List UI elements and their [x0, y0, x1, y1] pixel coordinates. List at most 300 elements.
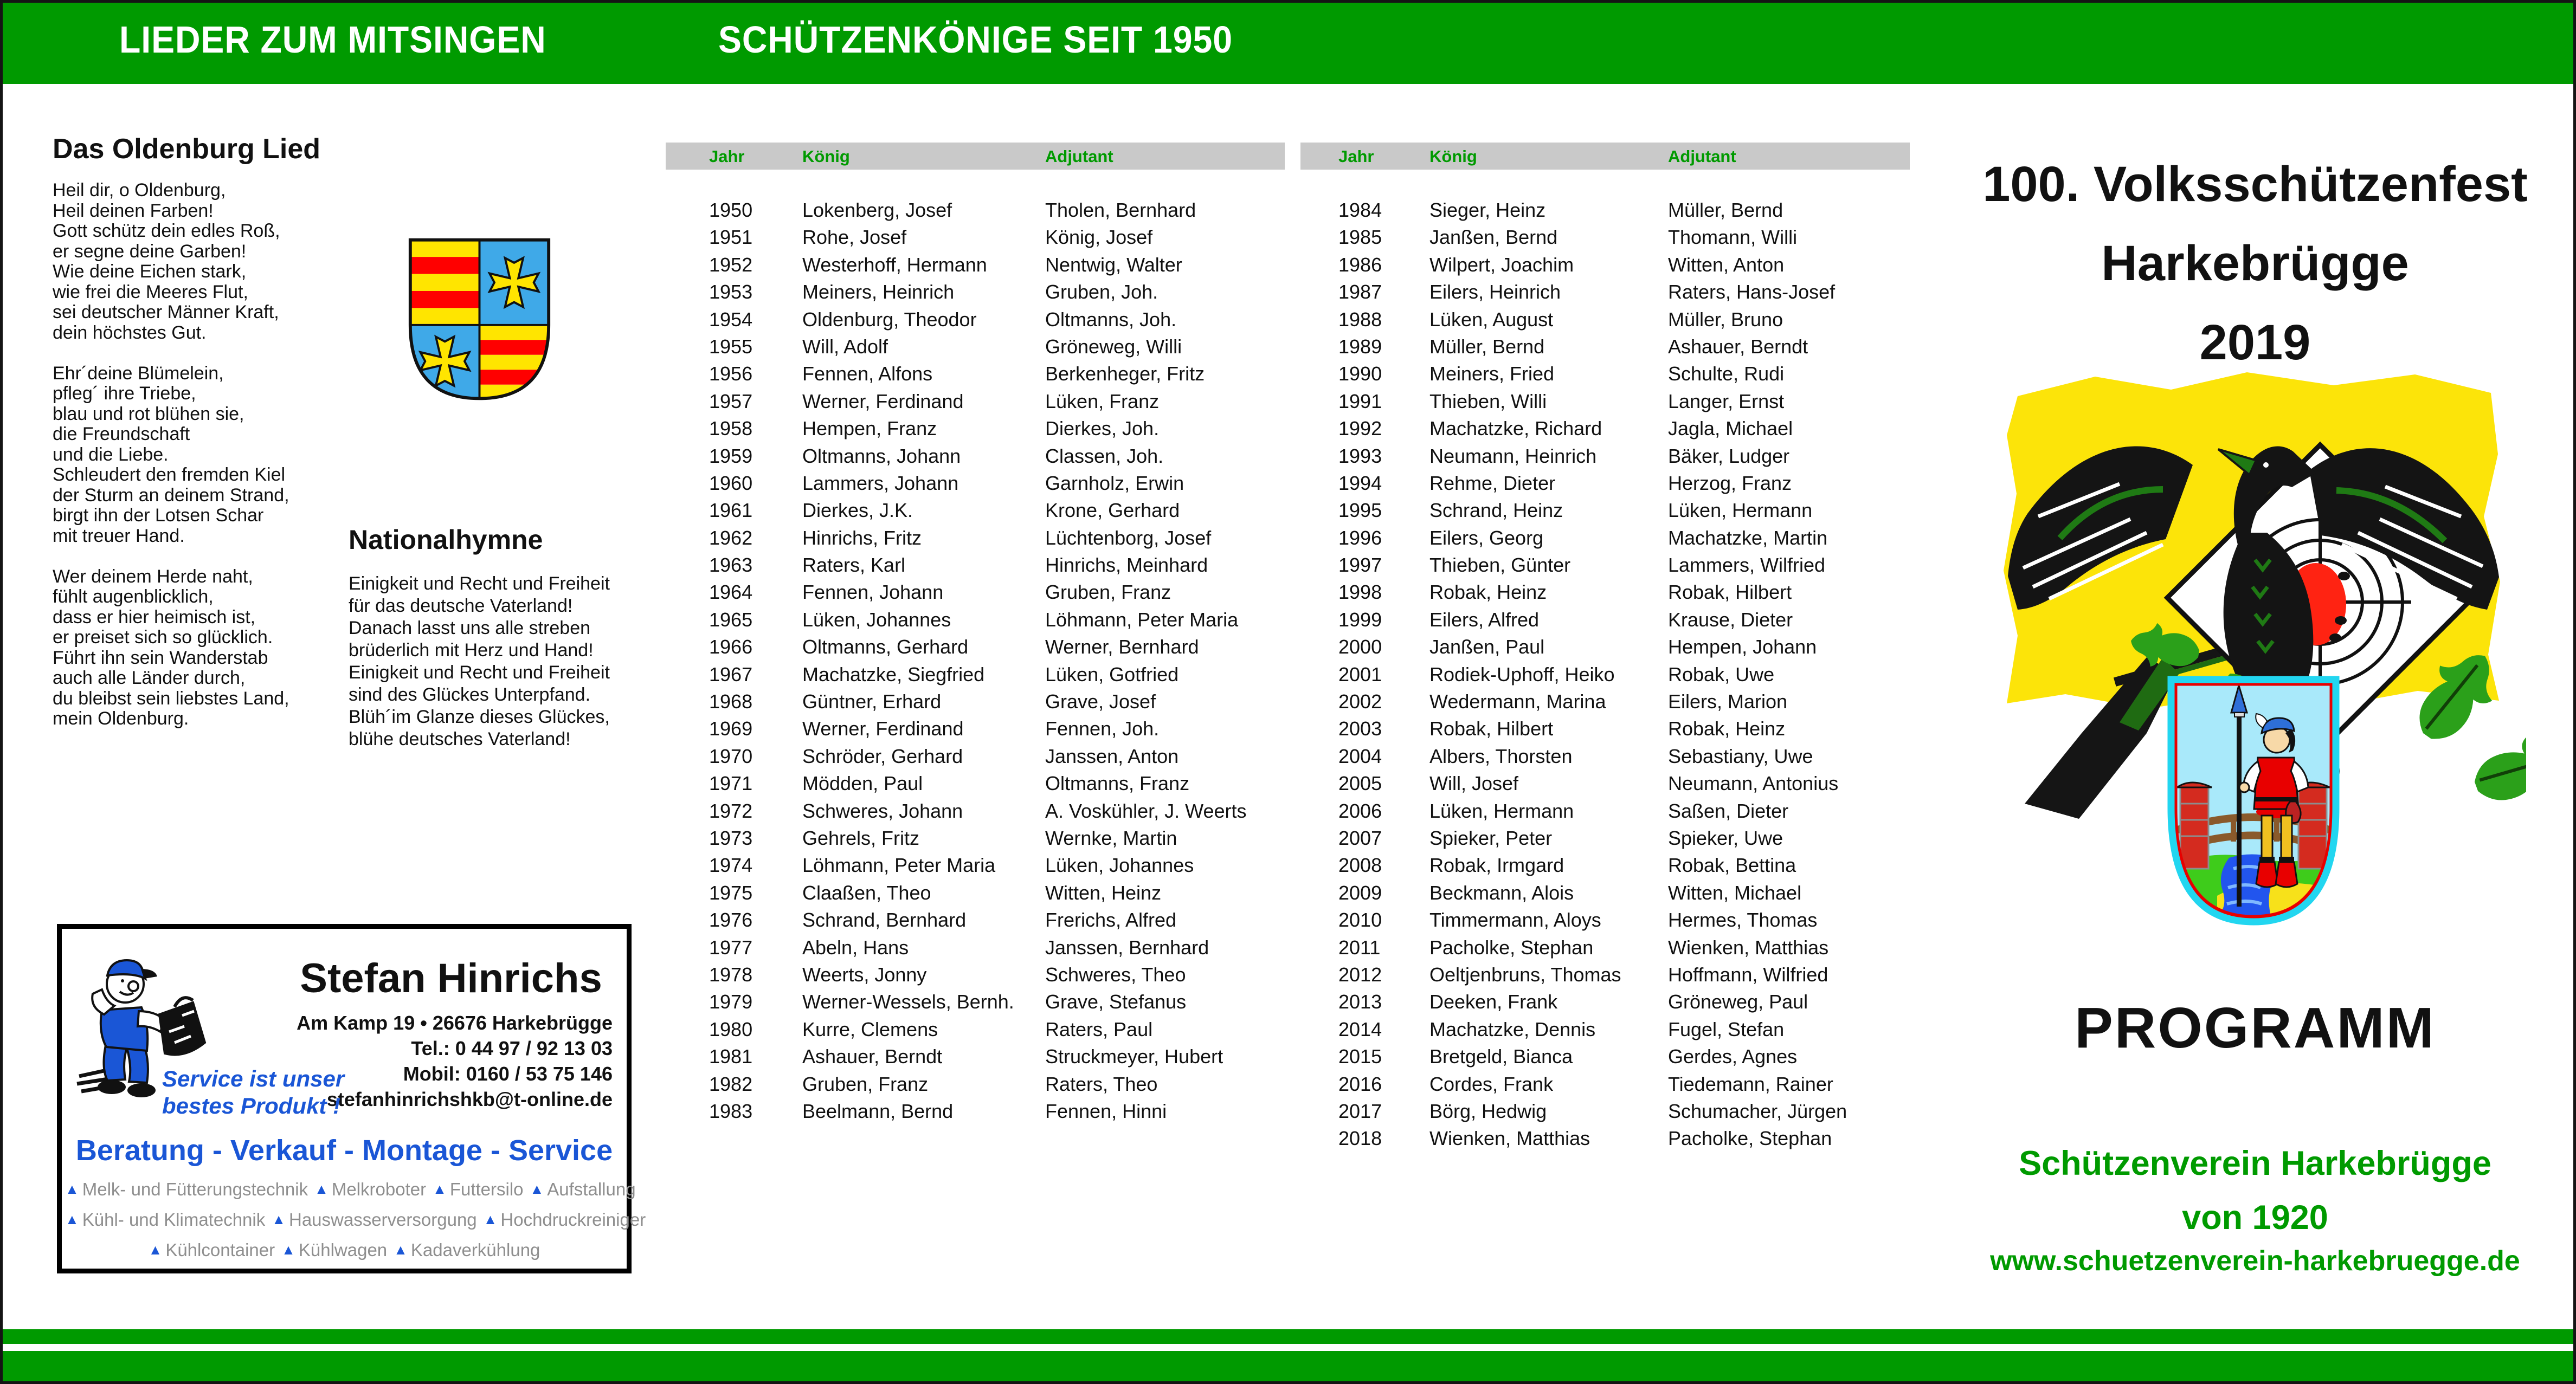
cell-adjutant: Lüchtenborg, Josef	[1045, 526, 1212, 549]
cell-adjutant: Lammers, Wilfried	[1668, 554, 1826, 577]
cell-king: Schröder, Gerhard	[802, 745, 963, 767]
table-row	[1300, 254, 1910, 281]
cell-king: Mödden, Paul	[802, 772, 923, 795]
cell-year: 1996	[1338, 526, 1382, 549]
cell-year: 1982	[709, 1072, 753, 1095]
triangle-icon: ▲	[65, 1211, 79, 1227]
table-row	[1300, 445, 1910, 472]
table-row	[666, 417, 1285, 444]
triangle-icon: ▲	[530, 1181, 544, 1197]
service-item: ▲ Aufstallung	[530, 1179, 636, 1199]
cell-adjutant: Hempen, Johann	[1668, 636, 1817, 658]
cell-king: Rehme, Dieter	[1429, 471, 1556, 494]
song-line: mein Oldenburg.	[53, 708, 189, 729]
cell-king: Lüken, Johannes	[802, 608, 951, 631]
song-line: pfleg´ ihre Triebe,	[53, 383, 196, 404]
cell-adjutant: Raters, Hans-Josef	[1668, 281, 1836, 303]
song-line: fühlt augenblicklich,	[53, 586, 214, 607]
cell-king: Abeln, Hans	[802, 936, 909, 959]
cell-year: 1960	[709, 471, 753, 494]
cell-adjutant: Müller, Bruno	[1668, 308, 1783, 331]
cell-king: Wienken, Matthias	[1429, 1127, 1590, 1150]
table-row	[666, 909, 1285, 936]
cell-year: 1998	[1338, 581, 1382, 604]
cell-king: Eilers, Heinrich	[1429, 281, 1561, 303]
song-line: du bleibst sein liebstes Land,	[53, 688, 289, 709]
cell-year: 2015	[1338, 1045, 1382, 1068]
table-row	[666, 335, 1285, 363]
table-row	[666, 581, 1285, 608]
cell-adjutant: Struckmeyer, Hubert	[1045, 1045, 1223, 1068]
anthem-lyrics	[349, 573, 610, 751]
table-row	[666, 199, 1285, 226]
cell-adjutant: Gröneweg, Willi	[1045, 335, 1182, 358]
cell-king: Robak, Irmgard	[1429, 854, 1564, 877]
club-emblem-icon	[1984, 354, 2526, 942]
cell-adjutant: Schulte, Rudi	[1668, 363, 1785, 385]
song-line: die Freundschaft	[53, 424, 190, 444]
anthem-line: für das deutsche Vaterland!	[349, 596, 573, 616]
cell-year: 1964	[709, 581, 753, 604]
cell-king: Janßen, Paul	[1429, 636, 1545, 658]
cell-king: Lokenberg, Josef	[802, 199, 952, 221]
anthem-line: sind des Glückes Unterpfand.	[349, 684, 591, 705]
cell-year: 2003	[1338, 717, 1382, 740]
cell-king: Robak, Heinz	[1429, 581, 1547, 604]
song-lyrics	[53, 180, 289, 729]
cell-adjutant: Schweres, Theo	[1045, 963, 1186, 986]
song-line: Ehr´deine Blümelein,	[53, 363, 224, 384]
sponsor-name: Stefan Hinrichs	[300, 955, 602, 1001]
cell-year: 2018	[1338, 1127, 1382, 1150]
cell-adjutant: Nentwig, Walter	[1045, 253, 1182, 276]
cell-king: Ashauer, Berndt	[802, 1045, 943, 1068]
club-name	[1943, 1136, 2567, 1245]
table-row	[666, 854, 1285, 881]
table-row	[1300, 390, 1910, 417]
cell-year: 2004	[1338, 745, 1382, 767]
service-item: ▲ Kühl- und Klimatechnik	[65, 1210, 266, 1230]
table-row	[666, 527, 1285, 554]
cell-king: Will, Adolf	[802, 335, 888, 358]
cell-year: 1978	[709, 963, 753, 986]
cell-year: 1994	[1338, 471, 1382, 494]
cell-king: Rohe, Josef	[802, 226, 907, 249]
song-line: wie frei die Meeres Flut,	[53, 281, 248, 302]
cell-year: 2013	[1338, 991, 1382, 1013]
cell-adjutant: Garnholz, Erwin	[1045, 471, 1184, 494]
cell-king: Neumann, Heinrich	[1429, 444, 1597, 467]
table-row	[1300, 335, 1910, 363]
service-item: ▲ Hauswasserversorgung	[272, 1210, 477, 1230]
cell-adjutant: Jagla, Michael	[1668, 417, 1793, 440]
cell-king: Machatzke, Dennis	[1429, 1018, 1596, 1040]
table-row	[666, 499, 1285, 526]
cell-king: Albers, Thorsten	[1429, 745, 1573, 767]
anthem-line: Einigkeit und Recht und Freiheit	[349, 662, 610, 683]
cell-king: Oltmanns, Gerhard	[802, 636, 969, 658]
column-header-king: König	[1429, 147, 1477, 166]
table-row	[1300, 909, 1910, 936]
triangle-icon: ▲	[65, 1181, 79, 1197]
cell-adjutant: König, Josef	[1045, 226, 1153, 249]
triangle-icon: ▲	[433, 1181, 447, 1197]
cell-year: 1983	[709, 1100, 753, 1122]
cell-adjutant: Krone, Gerhard	[1045, 499, 1180, 522]
cell-adjutant: Saßen, Dieter	[1668, 799, 1789, 822]
event-title-line2: Harkebrügge	[2101, 236, 2409, 291]
cell-year: 1989	[1338, 335, 1382, 358]
song-line: dein höchstes Gut.	[53, 322, 207, 343]
event-title-line3: 2019	[2199, 315, 2311, 370]
table-row	[666, 390, 1285, 417]
cell-king: Gehrels, Fritz	[802, 826, 920, 849]
cell-year: 1971	[709, 772, 753, 795]
cell-year: 1957	[709, 390, 753, 412]
triangle-icon: ▲	[281, 1241, 295, 1258]
cell-king: Fennen, Johann	[802, 581, 944, 604]
cell-year: 1968	[709, 690, 753, 713]
cell-king: Werner-Wessels, Bernh.	[802, 991, 1014, 1013]
table-row	[666, 226, 1285, 253]
service-item: ▲ Futtersilo	[433, 1179, 524, 1199]
cell-adjutant: Machatzke, Martin	[1668, 526, 1828, 549]
table-row	[666, 308, 1285, 335]
sponsor-address: Am Kamp 19 • 26676 Harkebrügge	[297, 1012, 613, 1034]
table-row	[1300, 527, 1910, 554]
table-row	[1300, 636, 1910, 663]
cell-king: Thieben, Günter	[1429, 554, 1571, 577]
table-row	[1300, 472, 1910, 499]
cell-year: 1984	[1338, 199, 1382, 221]
song-line: er preiset sich so glücklich.	[53, 627, 273, 648]
service-item: ▲ Kühlcontainer	[148, 1240, 275, 1260]
cell-adjutant: Witten, Heinz	[1045, 881, 1162, 904]
cell-king: Sieger, Heinz	[1429, 199, 1546, 221]
bottom-stripe-thin	[3, 1329, 2573, 1344]
cell-king: Schrand, Bernhard	[802, 909, 967, 932]
song-line: Heil dir, o Oldenburg,	[53, 180, 226, 201]
sponsor-phone: Tel.: 0 44 97 / 92 13 03	[411, 1037, 613, 1059]
cell-adjutant: Tholen, Bernhard	[1045, 199, 1196, 221]
cell-adjutant: Sebastiany, Uwe	[1668, 745, 1813, 767]
cell-adjutant: Robak, Bettina	[1668, 854, 1796, 877]
cell-adjutant: Lüken, Johannes	[1045, 854, 1194, 877]
column-header-king: König	[802, 147, 850, 166]
cell-year: 1977	[709, 936, 753, 959]
cell-year: 2006	[1338, 799, 1382, 822]
cell-year: 1999	[1338, 608, 1382, 631]
cell-year: 1997	[1338, 554, 1382, 577]
cell-adjutant: Spieker, Uwe	[1668, 826, 1783, 849]
song-line: mit treuer Hand.	[53, 525, 185, 546]
cell-adjutant: Löhmann, Peter Maria	[1045, 608, 1239, 631]
cell-year: 1990	[1338, 363, 1382, 385]
cell-adjutant: Werner, Bernhard	[1045, 636, 1199, 658]
cell-year: 1961	[709, 499, 753, 522]
table-row	[666, 1045, 1285, 1072]
cell-year: 2016	[1338, 1072, 1382, 1095]
cell-king: Löhmann, Peter Maria	[802, 854, 996, 877]
table-row	[1300, 199, 1910, 226]
service-item: ▲ Hochdruckreiniger	[483, 1210, 646, 1230]
cell-adjutant: Eilers, Marion	[1668, 690, 1788, 713]
column-header-adjutant: Adjutant	[1668, 147, 1736, 166]
sponsor-email: stefanhinrichshkb@t-online.de	[326, 1088, 613, 1110]
cell-year: 2012	[1338, 963, 1382, 986]
table-row	[666, 745, 1285, 772]
song-line: Heil deinen Farben!	[53, 200, 214, 221]
cell-adjutant: Ashauer, Berndt	[1668, 335, 1808, 358]
cell-year: 1975	[709, 881, 753, 904]
table-row	[666, 281, 1285, 308]
cell-year: 1962	[709, 526, 753, 549]
cell-adjutant: Tiedemann, Rainer	[1668, 1072, 1833, 1095]
anthem-line: Blüh´im Glanze dieses Glückes,	[349, 707, 610, 727]
top-banner	[3, 3, 2573, 84]
cell-adjutant: Schumacher, Jürgen	[1668, 1100, 1847, 1122]
cell-adjutant: A. Voskühler, J. Weerts	[1045, 799, 1247, 822]
cell-king: Eilers, Georg	[1429, 526, 1544, 549]
cell-king: Janßen, Bernd	[1429, 226, 1558, 249]
column-header-adjutant: Adjutant	[1045, 147, 1113, 166]
song-line: Wie deine Eichen stark,	[53, 261, 247, 282]
table-row	[1300, 609, 1910, 636]
cell-year: 2001	[1338, 663, 1382, 685]
sponsor-mobile: Mobil: 0160 / 53 75 146	[403, 1063, 613, 1085]
table-row	[1300, 991, 1910, 1018]
sponsor-services-row-1	[62, 1179, 636, 1200]
triangle-icon: ▲	[314, 1181, 329, 1197]
table-row	[1300, 963, 1910, 991]
cell-king: Raters, Karl	[802, 554, 906, 577]
table-row	[666, 717, 1285, 745]
table-row	[666, 827, 1285, 854]
kings-table-2-rows	[1300, 199, 1910, 1155]
table-row	[1300, 827, 1910, 854]
cell-king: Beckmann, Alois	[1429, 881, 1574, 904]
cell-king: Güntner, Erhard	[802, 690, 942, 713]
table-row	[666, 254, 1285, 281]
table-row	[666, 663, 1285, 690]
cell-year: 1970	[709, 745, 753, 767]
cell-adjutant: Bäker, Ludger	[1668, 444, 1790, 467]
song-line: und die Liebe.	[53, 444, 169, 465]
cell-king: Börg, Hedwig	[1429, 1100, 1547, 1122]
table-row	[1300, 854, 1910, 881]
cell-year: 1952	[709, 253, 753, 276]
event-title	[1970, 145, 2540, 382]
triangle-icon: ▲	[483, 1211, 498, 1227]
table-row	[666, 690, 1285, 717]
cell-king: Cordes, Frank	[1429, 1072, 1554, 1095]
cell-king: Müller, Bernd	[1429, 335, 1545, 358]
sponsor-services-headline: Beratung - Verkauf - Montage - Service	[75, 1134, 613, 1167]
cell-year: 1980	[709, 1018, 753, 1040]
sponsor-services-row-3	[62, 1240, 627, 1260]
cell-king: Dierkes, J.K.	[802, 499, 913, 522]
cell-year: 1958	[709, 417, 753, 440]
table-row	[1300, 308, 1910, 335]
cell-adjutant: Oltmanns, Franz	[1045, 772, 1190, 795]
cell-year: 1973	[709, 826, 753, 849]
cell-king: Meiners, Heinrich	[802, 281, 955, 303]
song-line: blau und rot blühen sie,	[53, 403, 244, 424]
cell-king: Bretgeld, Bianca	[1429, 1045, 1573, 1068]
cell-year: 2010	[1338, 909, 1382, 932]
cell-year: 1966	[709, 636, 753, 658]
service-item: ▲ Kadaverkühlung	[394, 1240, 540, 1260]
cell-adjutant: Wienken, Matthias	[1668, 936, 1829, 959]
cell-year: 2009	[1338, 881, 1382, 904]
anthem-line: Danach lasst uns alle streben	[349, 618, 591, 638]
table-row	[666, 363, 1285, 390]
cell-adjutant: Langer, Ernst	[1668, 390, 1785, 412]
cell-adjutant: Robak, Hilbert	[1668, 581, 1792, 604]
anthem-line: Einigkeit und Recht und Freiheit	[349, 573, 610, 594]
cell-king: Timmermann, Aloys	[1429, 909, 1601, 932]
cell-year: 1967	[709, 663, 753, 685]
cell-king: Weerts, Jonny	[802, 963, 927, 986]
service-item: ▲ Kühlwagen	[281, 1240, 388, 1260]
cell-king: Hinrichs, Fritz	[802, 526, 922, 549]
cell-adjutant: Gruben, Joh.	[1045, 281, 1158, 303]
song-line	[53, 343, 289, 364]
cell-year: 1950	[709, 199, 753, 221]
table-row	[1300, 717, 1910, 745]
cell-adjutant: Robak, Uwe	[1668, 663, 1775, 685]
sponsor-services-row-2	[62, 1210, 646, 1230]
cell-adjutant: Witten, Anton	[1668, 253, 1785, 276]
cell-year: 1969	[709, 717, 753, 740]
cell-king: Rodiek-Uphoff, Heiko	[1429, 663, 1615, 685]
table-row	[1300, 690, 1910, 717]
cell-adjutant: Lüken, Hermann	[1668, 499, 1813, 522]
table-row	[1300, 1045, 1910, 1072]
cell-year: 1956	[709, 363, 753, 385]
table-row	[666, 800, 1285, 827]
cell-king: Kurre, Clemens	[802, 1018, 938, 1040]
song-line: Führt ihn sein Wanderstab	[53, 647, 268, 668]
table-row	[666, 991, 1285, 1018]
table-row	[1300, 800, 1910, 827]
cell-king: Robak, Hilbert	[1429, 717, 1554, 740]
column-header-year: Jahr	[1338, 147, 1374, 166]
cell-adjutant: Robak, Heinz	[1668, 717, 1786, 740]
anthem-line: blühe deutsches Vaterland!	[349, 729, 571, 749]
triangle-icon: ▲	[394, 1241, 408, 1258]
cell-year: 1954	[709, 308, 753, 331]
triangle-icon: ▲	[272, 1211, 286, 1227]
cell-adjutant: Berkenheger, Fritz	[1045, 363, 1205, 385]
cell-adjutant: Lüken, Franz	[1045, 390, 1160, 412]
table-row	[1300, 936, 1910, 963]
table-row	[1300, 772, 1910, 799]
cell-king: Pacholke, Stephan	[1429, 936, 1594, 959]
banner-right-title: SCHÜTZENKÖNIGE SEIT 1950	[718, 18, 1233, 61]
sponsor-ad-box	[57, 924, 646, 1273]
column-header-year: Jahr	[709, 147, 745, 166]
cell-king: Gruben, Franz	[802, 1072, 929, 1095]
table-row	[666, 963, 1285, 991]
table-row	[1300, 745, 1910, 772]
club-website: www.schuetzenverein-harkebruegge.de	[1990, 1245, 2520, 1277]
cell-king: Beelmann, Bernd	[802, 1100, 954, 1122]
table-row	[1300, 581, 1910, 608]
cell-year: 1995	[1338, 499, 1382, 522]
song-line: birgt ihn der Lotsen Schar	[53, 505, 264, 526]
cell-king: Westerhoff, Hermann	[802, 253, 987, 276]
cell-year: 1987	[1338, 281, 1382, 303]
cell-king: Oltmanns, Johann	[802, 444, 961, 467]
cell-adjutant: Herzog, Franz	[1668, 471, 1792, 494]
song-line: Wer deinem Herde naht,	[53, 566, 253, 587]
program-heading: PROGRAMM	[2075, 996, 2436, 1060]
cell-year: 1965	[709, 608, 753, 631]
cell-year: 2002	[1338, 690, 1382, 713]
cell-year: 1986	[1338, 253, 1382, 276]
cell-adjutant: Hinrichs, Meinhard	[1045, 554, 1208, 577]
cell-year: 2007	[1338, 826, 1382, 849]
kings-table-1-rows	[666, 199, 1285, 1127]
cell-king: Oldenburg, Theodor	[802, 308, 977, 331]
kings-table-1-header	[666, 143, 1285, 170]
cell-king: Machatzke, Richard	[1429, 417, 1602, 440]
cell-king: Will, Josef	[1429, 772, 1519, 795]
cell-king: Machatzke, Siegfried	[802, 663, 985, 685]
cell-adjutant: Oltmanns, Joh.	[1045, 308, 1177, 331]
cell-adjutant: Fennen, Hinni	[1045, 1100, 1167, 1122]
table-row	[666, 882, 1285, 909]
cell-adjutant: Classen, Joh.	[1045, 444, 1164, 467]
cell-adjutant: Janssen, Bernhard	[1045, 936, 1209, 959]
table-row	[1300, 554, 1910, 581]
cell-king: Schweres, Johann	[802, 799, 963, 822]
table-row	[1300, 1127, 1910, 1154]
song-line: Gott schütz dein edles Roß,	[53, 221, 280, 241]
cell-adjutant: Gerdes, Agnes	[1668, 1045, 1798, 1068]
table-row	[1300, 226, 1910, 253]
cell-year: 1991	[1338, 390, 1382, 412]
cell-adjutant: Dierkes, Joh.	[1045, 417, 1160, 440]
cell-king: Oeltjenbruns, Thomas	[1429, 963, 1621, 986]
cell-adjutant: Raters, Theo	[1045, 1072, 1158, 1095]
cell-adjutant: Fugel, Stefan	[1668, 1018, 1785, 1040]
cell-adjutant: Gröneweg, Paul	[1668, 991, 1808, 1013]
cell-adjutant: Neumann, Antonius	[1668, 772, 1839, 795]
triangle-icon: ▲	[148, 1241, 163, 1258]
cell-king: Wilpert, Joachim	[1429, 253, 1574, 276]
table-row	[1300, 663, 1910, 690]
table-row	[1300, 499, 1910, 526]
cell-king: Hempen, Franz	[802, 417, 937, 440]
cell-king: Lüken, August	[1429, 308, 1554, 331]
cell-year: 1981	[709, 1045, 753, 1068]
cell-adjutant: Frerichs, Alfred	[1045, 909, 1177, 932]
cell-king: Werner, Ferdinand	[802, 390, 964, 412]
kings-table-2-header	[1300, 143, 1910, 170]
cell-year: 1993	[1338, 444, 1382, 467]
cell-adjutant: Fennen, Joh.	[1045, 717, 1160, 740]
cell-king: Lüken, Hermann	[1429, 799, 1574, 822]
table-row	[1300, 882, 1910, 909]
table-row	[666, 636, 1285, 663]
banner-left-title: LIEDER ZUM MITSINGEN	[119, 18, 546, 61]
table-row	[666, 609, 1285, 636]
table-row	[1300, 1073, 1910, 1100]
song-line: Schleudert den fremden Kiel	[53, 464, 286, 485]
cell-year: 2014	[1338, 1018, 1382, 1040]
